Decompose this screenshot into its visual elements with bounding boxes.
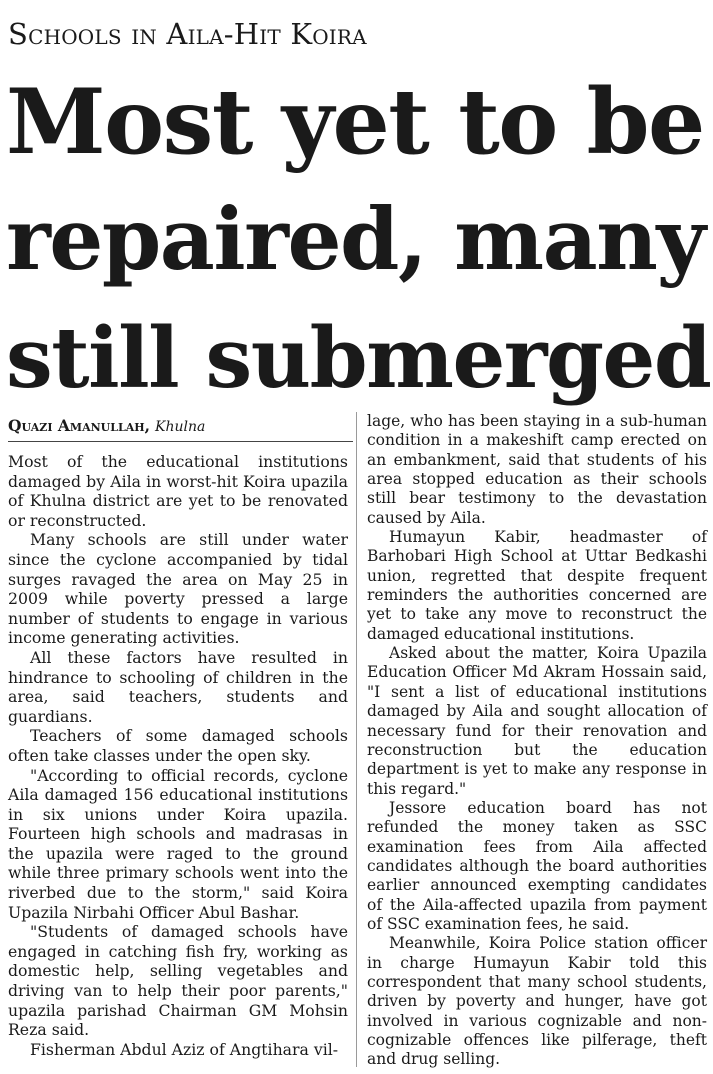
- paragraph: Asked about the matter, Koira Upazila Education Officer Md Akram Hossain said, "I sent a list of educational institutions damaged by Aila and sought allocation of necessary fund for their renovation and reconstruction but the education department is yet to make any response in this regard.": [367, 644, 707, 798]
- paragraph: Humayun Kabir, headmaster of Barhobari High School at Uttar Bedkashi union, regretted that despite frequent reminders the authorities concerned are yet to take any move to reconstruct the damaged educational institutions.: [367, 528, 707, 643]
- article-column-1: [8, 452, 348, 1059]
- byline: [8, 416, 353, 442]
- paragraph: Meanwhile, Koira Police station officer in charge Humayun Kabir told this correspondent that many school students, driven by poverty and hunger, have got involved in various cognizable and non-cognizable offences like pilferage, theft and drug selling.: [367, 934, 707, 1069]
- paragraph: Most of the educational institutions damaged by Aila in worst-hit Koira upazila of Khulna district are yet to be renovated or reconstructed.: [8, 452, 348, 530]
- headline-line: repaired, many: [6, 190, 705, 290]
- column-divider: [356, 412, 357, 1067]
- kicker: Schools in Aila-Hit Koira: [8, 17, 367, 51]
- byline-place: Khulna: [154, 419, 206, 435]
- headline-line: still submerged: [6, 309, 711, 407]
- paragraph: "According to official records, cyclone Aila damaged 156 educational institutions in six unions under Koira upazila. Fourteen high schools and madrasas in the upazila were raged to the ground while three primary schools went into the riverbed due to the storm," said Koira Upazila Nirbahi Officer Abul Bashar.: [8, 765, 348, 922]
- paragraph: lage, who has been staying in a sub-human condition in a makeshift camp erected on an embankment, said that students of his area stopped education as their schools still bear testimony to the devastation caused by Aila.: [367, 412, 707, 527]
- paragraph: All these factors have resulted in hindrance to schooling of children in the area, said teachers, students and guardians.: [8, 647, 348, 726]
- byline-author: Quazi Amanullah,: [8, 416, 151, 435]
- headline: [6, 63, 711, 417]
- article-column-2: [367, 412, 707, 1070]
- paragraph: "Students of damaged schools have engaged in catching fish fry, working as domestic help, selling vegetables and driving van to help their poor parents," upazila parishad Chairman GM Mohsin Reza said.: [8, 922, 348, 1040]
- headline-line: Most yet to be: [6, 69, 704, 175]
- paragraph: Jessore education board has not refunded the money taken as SSC examination fees from Aila affected candidates although the board authorities earlier announced exempting candidates of the Aila-affected upazila from payment of SSC examination fees, he said.: [367, 798, 707, 933]
- paragraph: Teachers of some damaged schools often take classes under the open sky.: [8, 726, 348, 765]
- paragraph: Fisherman Abdul Aziz of Angtihara vil-: [30, 1039, 339, 1059]
- paragraph: Many schools are still under water since the cyclone accompanied by tidal surges ravaged the area on May 25 in 2009 while poverty pressed a large number of students to engage in various income generating activities.: [8, 530, 348, 648]
